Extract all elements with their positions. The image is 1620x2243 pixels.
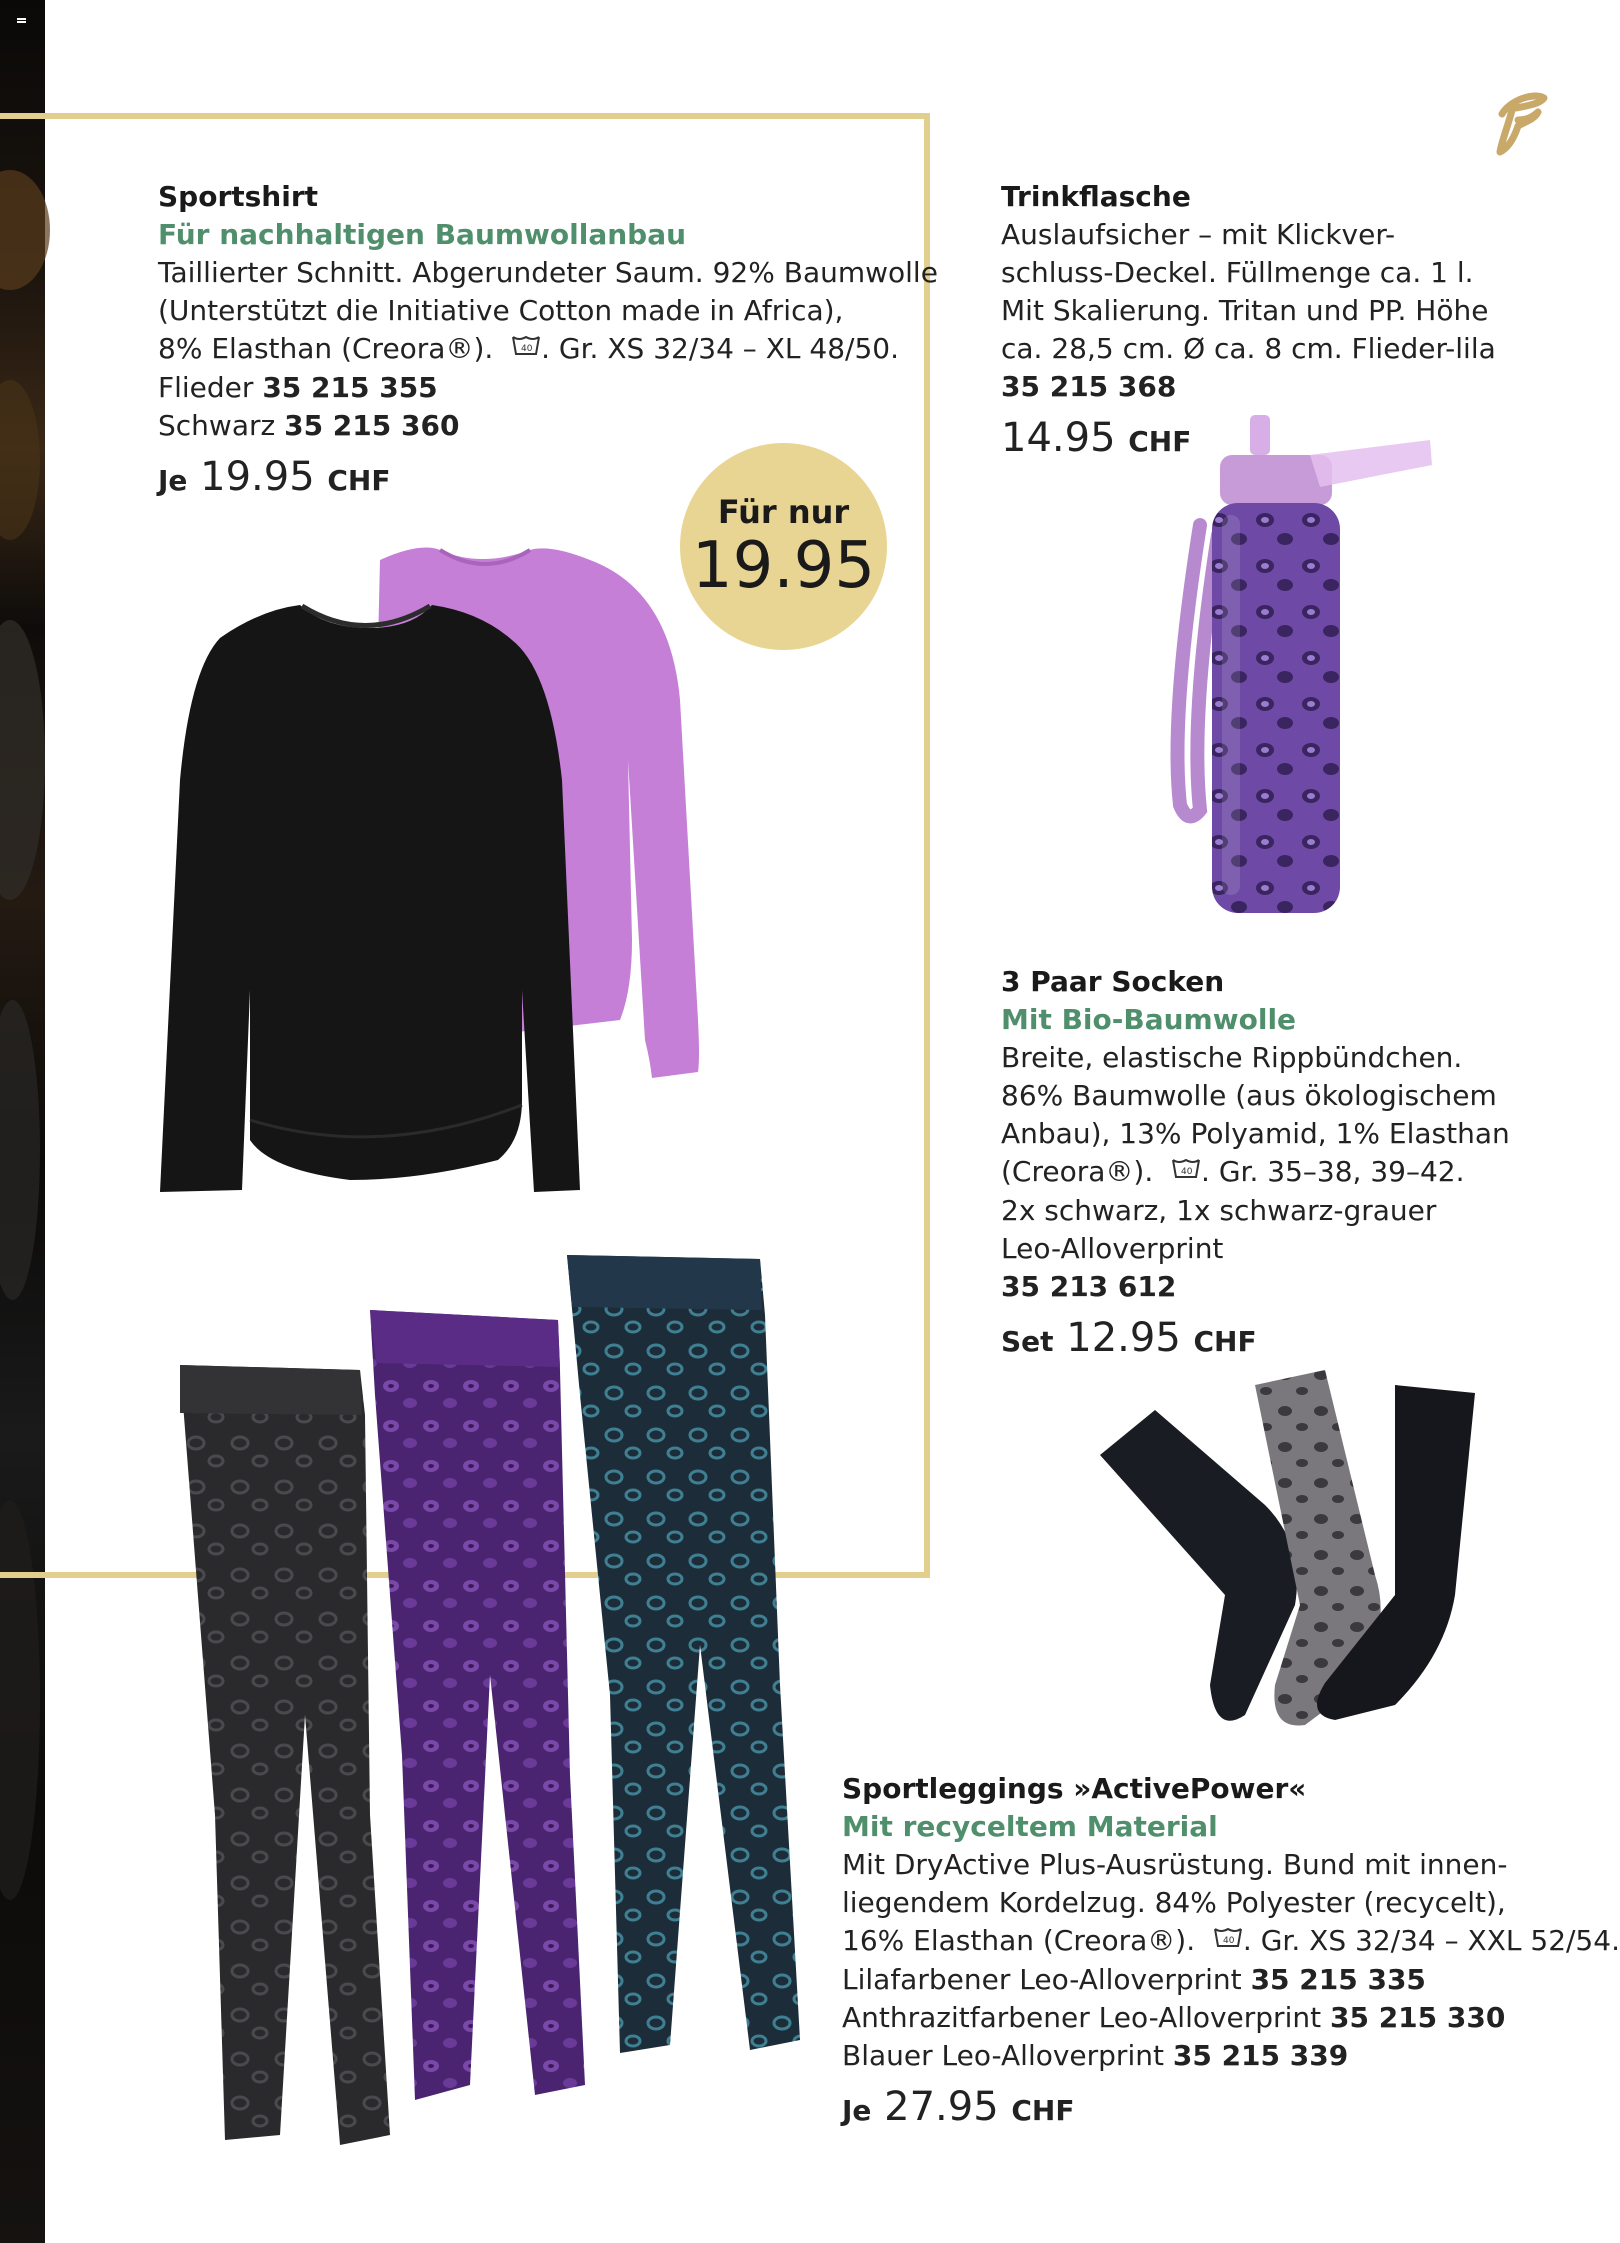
- wash-40-icon: [1213, 1923, 1243, 1961]
- svg-text:40: 40: [1222, 1936, 1235, 1946]
- bean-logo-icon: [1482, 82, 1552, 162]
- leggings-info: [842, 1770, 1620, 2137]
- bottle-desc: ca. 28,5 cm. Ø ca. 8 cm. Flieder-lila: [1001, 332, 1496, 365]
- bottle-title: Trinkflasche: [1001, 180, 1191, 213]
- svg-text:40: 40: [1181, 1167, 1193, 1177]
- article-number: 35 215 355: [262, 371, 438, 404]
- wash-40-icon: [511, 331, 541, 369]
- article-number: 35 215 360: [284, 409, 460, 442]
- leggings-desc: 16% Elasthan (Creora®). 40 . Gr. XS 32/34 – XXL 52/54.: [842, 1922, 1620, 1961]
- sportshirt-subtitle: Für nachhaltigen Baumwollanbau: [158, 218, 687, 251]
- socks-desc: Leo-Alloverprint: [1001, 1232, 1224, 1265]
- article-number: 35 215 339: [1172, 2039, 1349, 2072]
- socks-desc: (Creora®). 40 . Gr. 35–38, 39–42.: [1001, 1153, 1510, 1192]
- socks-info: [1001, 963, 1510, 1368]
- price-badge-value: 19.95: [691, 529, 876, 603]
- sportshirt-title: Sportshirt: [158, 180, 319, 213]
- article-number: 35 215 335: [1250, 1963, 1426, 1996]
- sportshirt-desc: 8% Elasthan (Creora®). 40 . Gr. XS 32/34 – XL 48/50.: [158, 330, 938, 369]
- article-number: 35 215 330: [1329, 2001, 1506, 2034]
- sportshirt-desc: (Unterstützt die Initiative Cotton made in Africa),: [158, 294, 844, 327]
- svg-text:40: 40: [521, 344, 533, 354]
- bottle-desc: schluss-Deckel. Füllmenge ca. 1 l.: [1001, 256, 1474, 289]
- socks-subtitle: Mit Bio-Baumwolle: [1001, 1003, 1297, 1036]
- menu-icon[interactable]: [17, 18, 26, 25]
- leggings-desc: Mit DryActive Plus-Ausrüstung. Bund mit innen-: [842, 1848, 1508, 1881]
- socks-price: Set 12.95 CHF: [1001, 1315, 1257, 1361]
- socks-title: 3 Paar Socken: [1001, 965, 1225, 998]
- article-number: 35 215 368: [1001, 370, 1177, 403]
- socks-desc: 86% Baumwolle (aus ökologischem: [1001, 1079, 1497, 1112]
- wash-40-icon: [1171, 1154, 1201, 1192]
- leggings-image: [140, 1255, 820, 2155]
- socks-image: [1095, 1365, 1495, 1735]
- bottle-desc: Mit Skalierung. Tritan und PP. Höhe: [1001, 294, 1489, 327]
- leggings-price: Je 27.95 CHF: [842, 2084, 1075, 2130]
- sportshirt-desc: Taillierter Schnitt. Abgerundeter Saum. 92% Baumwolle: [158, 256, 938, 289]
- leggings-variant-anthracite: Anthrazitfarbener Leo-Alloverprint 35 215 330: [842, 2001, 1506, 2034]
- sportshirt-variant-lilac: Flieder 35 215 355: [158, 371, 438, 404]
- bottle-desc: Auslaufsicher – mit Klickver-: [1001, 218, 1396, 251]
- leggings-subtitle: Mit recyceltem Material: [842, 1810, 1218, 1843]
- leggings-variant-lilac: Lilafarbener Leo-Alloverprint 35 215 335: [842, 1963, 1426, 1996]
- leggings-variant-blue: Blauer Leo-Alloverprint 35 215 339: [842, 2039, 1349, 2072]
- socks-desc: 2x schwarz, 1x schwarz-grauer: [1001, 1194, 1437, 1227]
- sportshirt-image: [150, 520, 750, 1200]
- article-number: 35 213 612: [1001, 1270, 1177, 1303]
- sportshirt-price: Je 19.95 CHF: [158, 454, 391, 500]
- leggings-title: Sportleggings »ActivePower«: [842, 1772, 1307, 1805]
- socks-desc: Breite, elastische Rippbündchen.: [1001, 1041, 1463, 1074]
- socks-desc: Anbau), 13% Polyamid, 1% Elasthan: [1001, 1117, 1510, 1150]
- leggings-desc: liegendem Kordelzug. 84% Polyester (recycelt),: [842, 1886, 1506, 1919]
- sportshirt-variant-black: Schwarz 35 215 360: [158, 409, 460, 442]
- bottle-image: [1160, 415, 1450, 925]
- bottle-price: 14.95 CHF: [1001, 415, 1192, 461]
- price-badge-label: Für nur: [717, 493, 850, 531]
